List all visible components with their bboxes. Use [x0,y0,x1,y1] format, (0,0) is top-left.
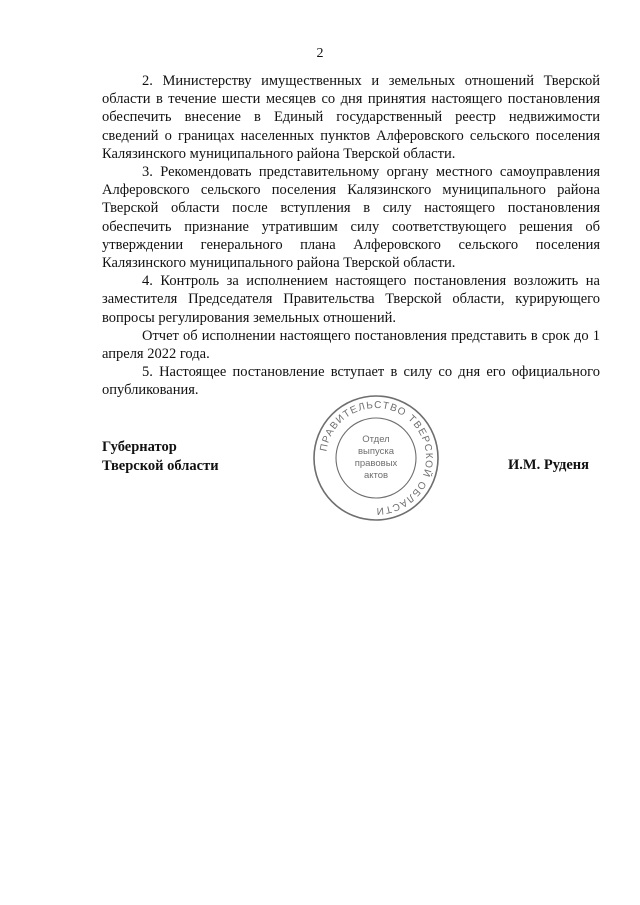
signer-title [102,438,219,475]
signer-title-line2: Тверской области [102,457,219,474]
seal-inner-line-2: выпуска [357,446,395,457]
official-seal-stamp [312,394,440,522]
paragraph-4: 4. Контроль за исполнением настоящего постановления возложить на заместителя Председателя Правительства Тверской области, курирующего вопросы регулирования земельных отношений. [102,273,600,326]
page-number: 2 [316,46,324,61]
document-body [102,72,600,400]
seal-inner-line-3: правовых [354,458,398,469]
paragraph-5: 5. Настоящее постановление вступает в силу со дня его официального опубликования. [102,364,600,399]
seal-inner-line-4: актов [363,470,389,481]
paragraph-2: 2. Министерству имущественных и земельных отношений Тверской области в течение шести месяцев со дня принятия настоящего постановления обеспечить внесение в Единый государственный реестр недвижимости сведений о границах населенных пунктов Алферовского сельского поселения Калязинского муниципального района Тверской области. [102,73,600,162]
seal-graphic [312,394,440,522]
signer-title-line1: Губернатор [102,439,177,455]
paragraph-3: 3. Рекомендовать представительному органу местного самоуправления Алферовского сельского поселения Калязинского муниципального района Тверской области после вступления в силу настоящего постановления обеспечить признание утратившим силу соответствующего решения об утверждении генерального плана Алферовского сельского поселения Калязинского муниципального района Тверской области. [102,164,600,272]
paragraph-report: Отчет об исполнении настоящего постановления представить в срок до 1 апреля 2022 года. [102,327,600,363]
seal-inner-line-1: Отдел [362,434,390,445]
seal-ring-textpath: ПРАВИТЕЛЬСТВО ТВЕРСКОЙ ОБЛАСТИ [318,399,435,517]
signer-name: И.М. Руденя [508,457,590,473]
